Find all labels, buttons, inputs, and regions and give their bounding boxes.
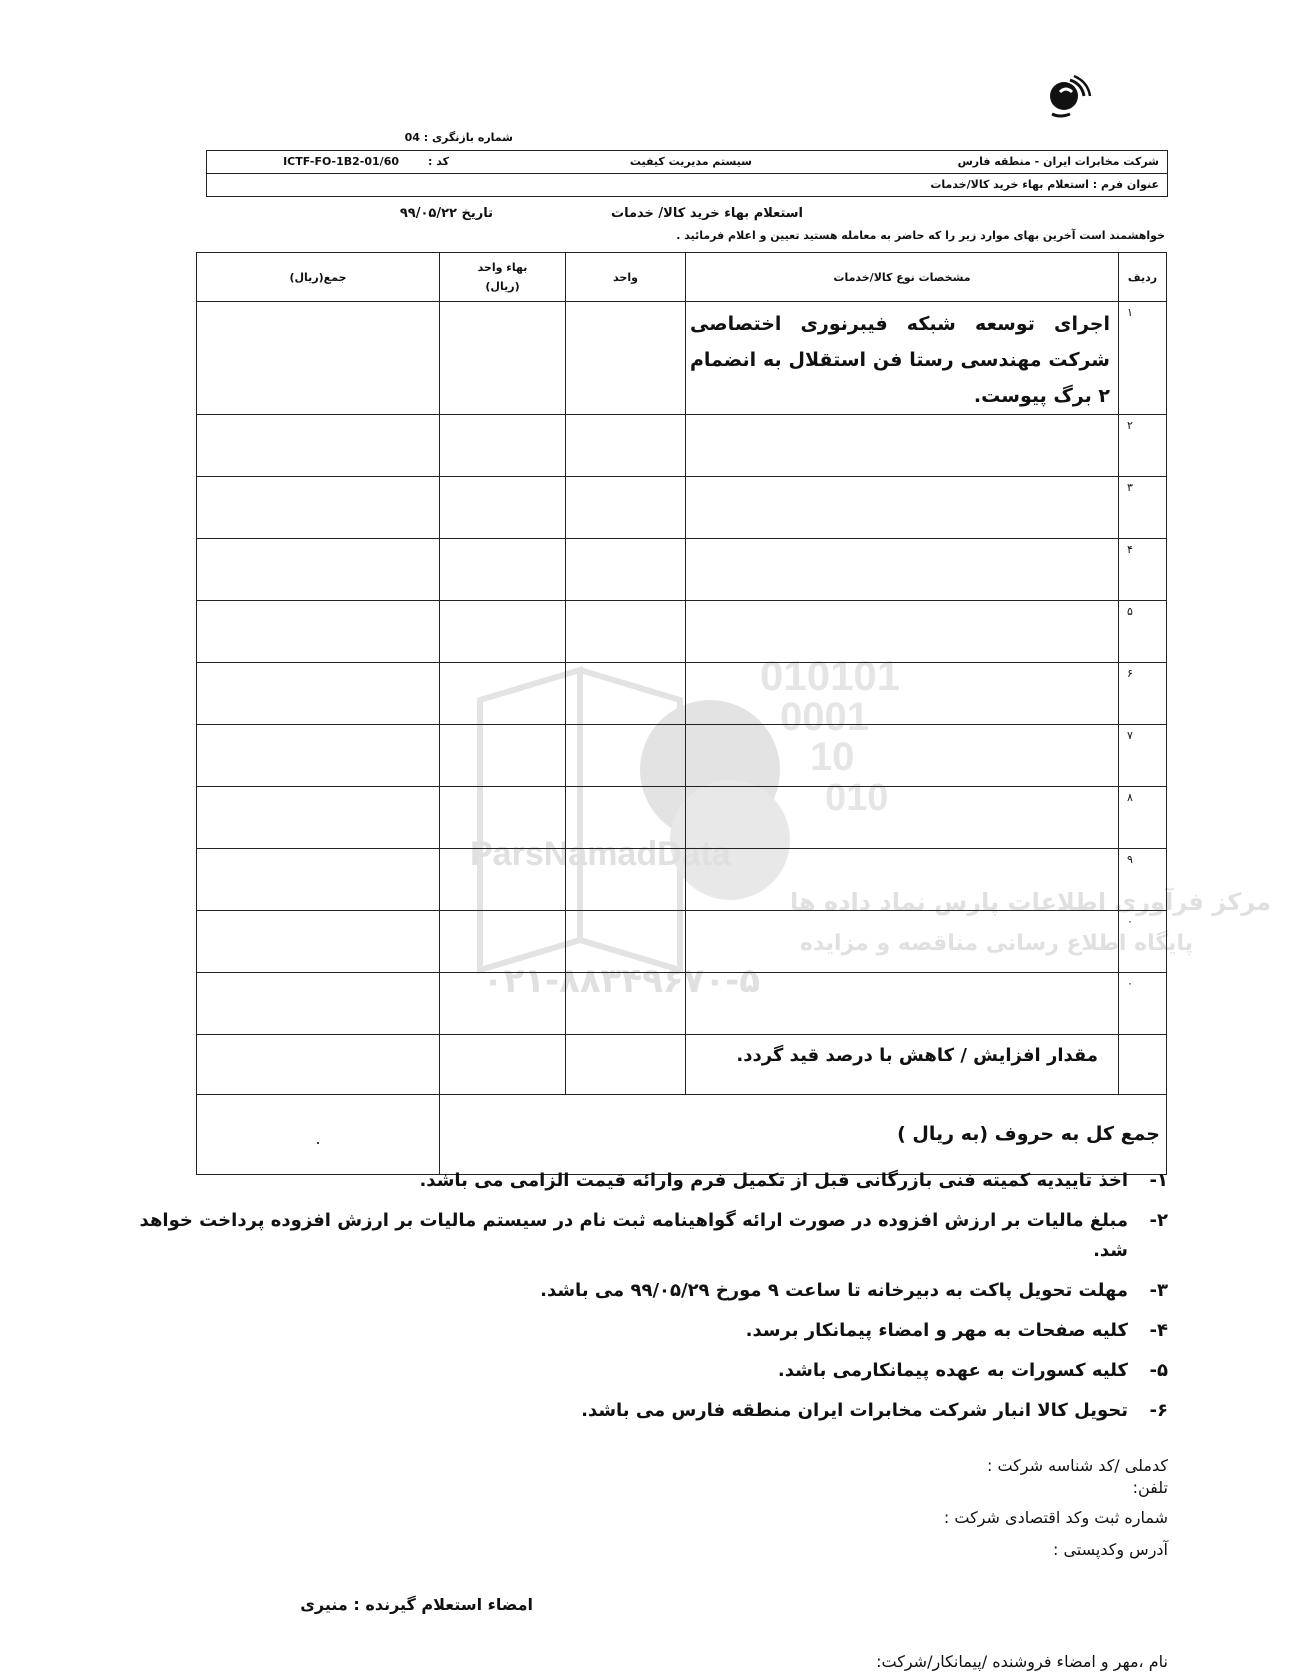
table-row <box>197 663 1167 725</box>
cell-unit[interactable] <box>566 849 686 911</box>
watermark-brand: ParsNamadData <box>470 835 731 873</box>
cell-description[interactable] <box>686 415 1119 477</box>
company-name: شرکت مخابرات ایران - منطقه فارس <box>957 155 1159 168</box>
table-row <box>197 787 1167 849</box>
cell-total[interactable] <box>197 725 440 787</box>
header-unit: واحد <box>566 253 686 302</box>
cell-total[interactable] <box>197 849 440 911</box>
adjust-note: مقدار افزایش / کاهش با درصد قید گردد. <box>686 1035 1119 1095</box>
watermark-line1: مرکز فرآوری اطلاعات پارس نماد داده ها <box>790 888 1272 916</box>
revision-number: شماره بازنگری : 04 <box>404 131 513 144</box>
cell-unit-price[interactable] <box>440 849 566 911</box>
table-row <box>197 302 1167 415</box>
request-line: خواهشمند است آخرین بهای موارد زیر را که حاضر به معامله هستید تعیین و اعلام فرمائید . <box>676 229 1165 242</box>
cell-total[interactable] <box>197 601 440 663</box>
form-title: عنوان فرم : استعلام بهاء خرید کالا/خدمات <box>930 178 1159 191</box>
cell-description[interactable] <box>686 911 1119 973</box>
header-row-number: ردیف <box>1119 253 1167 302</box>
table-row <box>197 477 1167 539</box>
condition-item: ۱- اخذ تاییدیه کمیته فنی بازرگانی قبل از تکمیل فرم وارائه قیمت الزامی می باشد. <box>419 1170 1168 1191</box>
cell-unit-price[interactable] <box>440 539 566 601</box>
condition-item: ۶- تحویل کالا انبار شرکت مخابرات ایران منطقه فارس می باشد. <box>581 1400 1168 1421</box>
quality-system-label: سیستم مدیریت کیفیت <box>629 155 752 168</box>
condition-item: ۵- کلیه کسورات به عهده پیمانکارمی باشد. <box>777 1360 1168 1381</box>
cell-unit-price[interactable] <box>440 477 566 539</box>
cell-unit[interactable] <box>566 787 686 849</box>
cell-unit[interactable] <box>566 663 686 725</box>
cell-unit-price[interactable] <box>440 725 566 787</box>
table-row <box>197 725 1167 787</box>
watermark-binary-1: 010101 <box>760 652 901 699</box>
cell-unit-price[interactable] <box>440 601 566 663</box>
table-row <box>197 539 1167 601</box>
item-description: اجرای توسعه شبکه فیبرنوری اختصاصی شرکت مهندسی رستا فن استقلال به انضمام ۲ برگ پیوست. <box>686 302 1119 415</box>
table-row <box>197 849 1167 911</box>
company-logo-icon <box>1040 70 1092 122</box>
cell-unit-price[interactable] <box>440 663 566 725</box>
cell-unit-price[interactable] <box>440 973 566 1035</box>
items-table <box>196 252 1167 1175</box>
condition-item: ۴- کلیه صفحات به مهر و امضاء پیمانکار برسد. <box>745 1320 1168 1341</box>
table-row <box>197 415 1167 477</box>
header-total: جمع(ریال) <box>197 253 440 302</box>
table-row <box>197 973 1167 1035</box>
cell-unit[interactable] <box>566 725 686 787</box>
cell-unit[interactable] <box>566 539 686 601</box>
code-label: کد : <box>428 155 449 168</box>
cell-total[interactable] <box>197 911 440 973</box>
row-number: ۰ <box>1119 911 1167 973</box>
registration-economic-code-field[interactable]: شماره ثبت وکد اقتصادی شرکت : <box>943 1508 1168 1527</box>
address-postal-code-field[interactable]: آدرس وکدپستی : <box>1052 1540 1168 1559</box>
row-number: ۱ <box>1119 302 1167 415</box>
row-number: ۸ <box>1119 787 1167 849</box>
row-number: ۲ <box>1119 415 1167 477</box>
cell-total[interactable] <box>197 477 440 539</box>
condition-item: ۲- مبلغ مالیات بر ارزش افزوده در صورت ارائه گواهینامه ثبت نام در سیستم مالیات بر ارزش افزوده پرداخت خواهد شد. <box>139 1210 1168 1261</box>
watermark-line2: پایگاه اطلاع رسانی مناقصه و مزایده <box>800 931 1193 956</box>
national-id-field[interactable]: کدملی /کد شناسه شرکت : <box>986 1456 1168 1475</box>
cell-description[interactable] <box>686 601 1119 663</box>
watermark-binary-3: 10 <box>810 735 855 779</box>
cell-total[interactable] <box>197 787 440 849</box>
watermark-binary-2: 0001 <box>780 695 869 739</box>
cell-total[interactable] <box>197 973 440 1035</box>
cell-description[interactable] <box>686 539 1119 601</box>
cell-total[interactable] <box>197 415 440 477</box>
phone-field[interactable]: تلفن: <box>1132 1478 1168 1497</box>
row-number: ۹ <box>1119 849 1167 911</box>
table-row <box>197 911 1167 973</box>
conditions-list <box>118 1166 1168 1436</box>
cell-unit[interactable] <box>566 911 686 973</box>
grand-total-row <box>197 1095 1167 1175</box>
cell-description[interactable] <box>686 973 1119 1035</box>
cell-unit-price[interactable] <box>440 415 566 477</box>
table-row <box>197 601 1167 663</box>
seller-signature-field[interactable]: نام ،مهر و امضاء فروشنده /پیمانکار/شرکت: <box>876 1652 1168 1671</box>
cell-unit[interactable] <box>566 477 686 539</box>
cell-unit[interactable] <box>566 302 686 415</box>
cell-unit[interactable] <box>566 415 686 477</box>
row-number: ۰ <box>1119 973 1167 1035</box>
document-title: استعلام بهاء خرید کالا/ خدمات <box>611 206 803 221</box>
watermark-binary-4: 010 <box>825 777 889 819</box>
adjust-row <box>197 1035 1167 1095</box>
row-number: ۴ <box>1119 539 1167 601</box>
cell-total[interactable] <box>197 663 440 725</box>
cell-unit-price[interactable] <box>440 302 566 415</box>
header-unit-price-currency: (ریال) <box>485 280 520 293</box>
cell-description[interactable] <box>686 849 1119 911</box>
cell-unit[interactable] <box>566 601 686 663</box>
document-date: تاریخ ۹۹/۰۵/۲۲ <box>399 206 493 221</box>
row-number: ۶ <box>1119 663 1167 725</box>
cell-unit-price[interactable] <box>440 911 566 973</box>
form-header-box <box>206 150 1168 197</box>
header-unit-price <box>440 253 566 302</box>
cell-description[interactable] <box>686 787 1119 849</box>
row-number: ۷ <box>1119 725 1167 787</box>
form-code: ICTF-FO-1B2-01/60 <box>283 155 399 168</box>
header-description: مشخصات نوع کالا/خدمات <box>686 253 1119 302</box>
cell-total[interactable] <box>197 539 440 601</box>
cell-total[interactable] <box>197 302 440 415</box>
inquiry-signer: امضاء استعلام گیرنده : منیری <box>300 1595 533 1614</box>
cell-unit[interactable] <box>566 973 686 1035</box>
grand-total-words-label: جمع کل به حروف (به ریال ) <box>440 1095 1167 1175</box>
row-number: ۳ <box>1119 477 1167 539</box>
row-number: ۵ <box>1119 601 1167 663</box>
cell-description[interactable] <box>686 725 1119 787</box>
header-unit-price-label: بهاء واحد <box>477 261 528 274</box>
condition-item: ۳- مهلت تحویل پاکت به دبیرخانه تا ساعت ۹ مورخ ۹۹/۰۵/۲۹ می باشد. <box>540 1280 1168 1301</box>
grand-total-value[interactable]: . <box>197 1095 440 1175</box>
cell-description[interactable] <box>686 663 1119 725</box>
cell-unit-price[interactable] <box>440 787 566 849</box>
watermark-phone: ۰۲۱-۸۸۳۴۹۶۷۰-۵ <box>482 961 760 1001</box>
cell-description[interactable] <box>686 477 1119 539</box>
